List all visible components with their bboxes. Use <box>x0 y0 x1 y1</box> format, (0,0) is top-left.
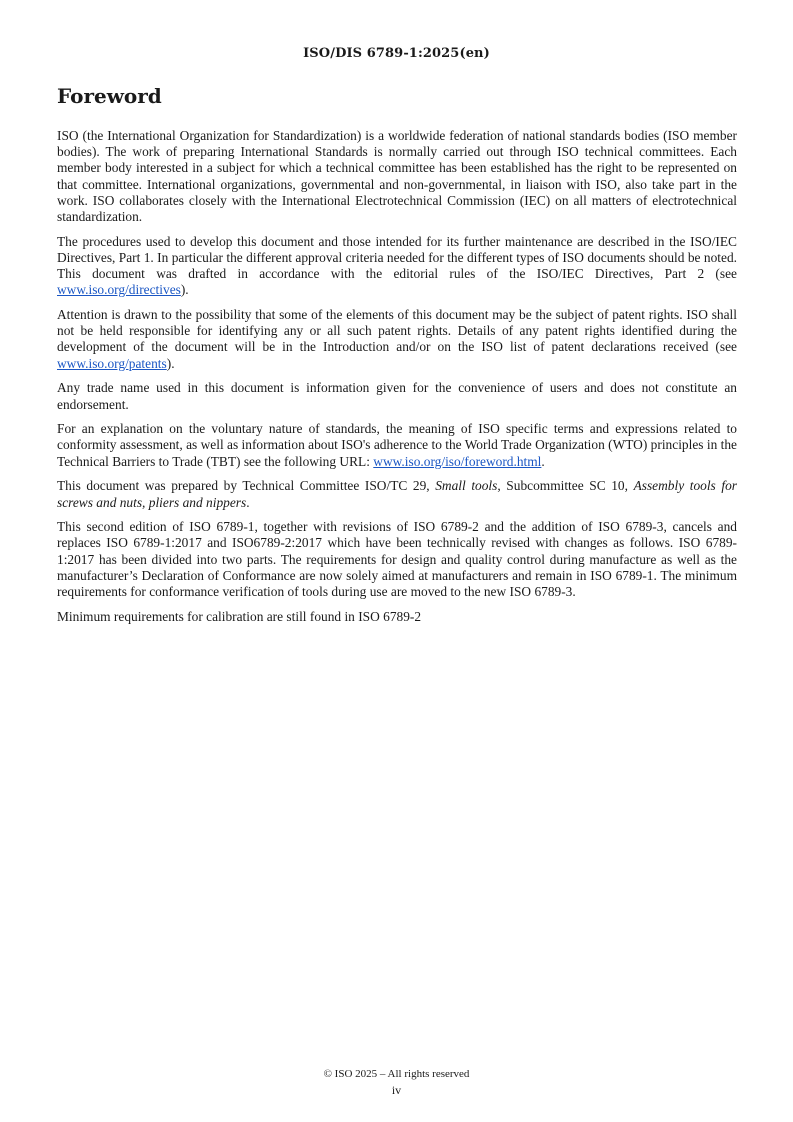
paragraph-procedures-text: The procedures used to develop this document and those intended for its further maintenance are described in the ISO/IEC Directives, Part 1. In particular the different approval criteria needed for the different types of ISO documents should be noted. This document was drafted in accordance with the editorial rules of the ISO/IEC Directives, Part 2 (see <box>57 233 737 282</box>
paragraph-trade-name: Any trade name used in this document is information given for the convenience of users and does not constitute an endorsement. <box>57 380 737 412</box>
page-number: iv <box>391 1083 402 1097</box>
paragraph-committee <box>57 478 737 510</box>
paragraph-voluntary-nature <box>57 421 737 470</box>
paragraph-patents-end: ). <box>166 355 175 371</box>
page-title: Foreword <box>57 84 162 108</box>
paragraph-committee-text: This document was prepared by Technical Committee ISO/TC 29, <box>57 478 436 494</box>
paragraph-committee-mid: , Subcommittee SC 10, <box>497 478 634 494</box>
paragraph-procedures <box>57 234 737 299</box>
paragraph-patents <box>57 307 737 372</box>
paragraph-voluntary-nature-end: . <box>541 453 545 469</box>
directives-link[interactable]: www.iso.org/directives <box>57 282 181 298</box>
foreword-body <box>57 128 737 633</box>
paragraph-patents-text: Attention is drawn to the possibility that some of the elements of this document may be the subject of patent rights. ISO shall not be held responsible for identifying any or all such patent rights. Details of any patent rights identified during the development of the document will be in the Introduction and/or on the ISO list of patent declarations received (see <box>57 307 737 355</box>
paragraph-edition-changes: This second edition of ISO 6789-1, together with revisions of ISO 6789-2 and the addition of ISO 6789-3, cancels and replaces ISO 6789-1:2017 and ISO6789-2:2017 which have been technically revised with changes as follows. ISO 6789-1:2017 has been divided into two parts. The requirements for design and quality control during manufacture as well as the manufacturer’s Declaration of Conformance are now solely aimed at manufacturers and remain in ISO 6789-1. The minimum requirements for conformance verification of tools during use are moved to the new ISO 6789-3. <box>57 519 737 600</box>
paragraph-procedures-end: ). <box>180 282 189 298</box>
paragraph-committee-end: . <box>246 494 250 510</box>
committee-name: Small tools <box>435 478 498 494</box>
paragraph-calibration: Minimum requirements for calibration are still found in ISO 6789-2 <box>57 608 422 624</box>
foreword-link[interactable]: www.iso.org/iso/foreword.html <box>373 453 542 469</box>
document-id-header: ISO/DIS 6789-1:2025(en) <box>303 46 490 61</box>
copyright-footer: © ISO 2025 – All rights reserved <box>323 1068 470 1080</box>
subcommittee-name: Assembly tools for screws and nuts, pliers and nippers <box>57 478 737 510</box>
paragraph-iso-intro: ISO (the International Organization for Standardization) is a worldwide federation of national standards bodies (ISO member bodies). The work of preparing International Standards is normally carried out through ISO technical committees. Each member body interested in a subject for which a technical committee has been established has the right to be represented on that committee. International organizations, governmental and non-governmental, in liaison with ISO, also take part in the work. ISO collaborates closely with the International Electrotechnical Commission (IEC) on all matters of electrotechnical standardization. <box>57 128 737 225</box>
paragraph-voluntary-nature-text: For an explanation on the voluntary nature of standards, the meaning of ISO specific terms and expressions related to conformity assessment, as well as information about ISO's adherence to the World Trade Organization (WTO) principles in the Technical Barriers to Trade (TBT) see the following URL: <box>57 421 737 469</box>
patents-link[interactable]: www.iso.org/patents <box>57 355 167 371</box>
